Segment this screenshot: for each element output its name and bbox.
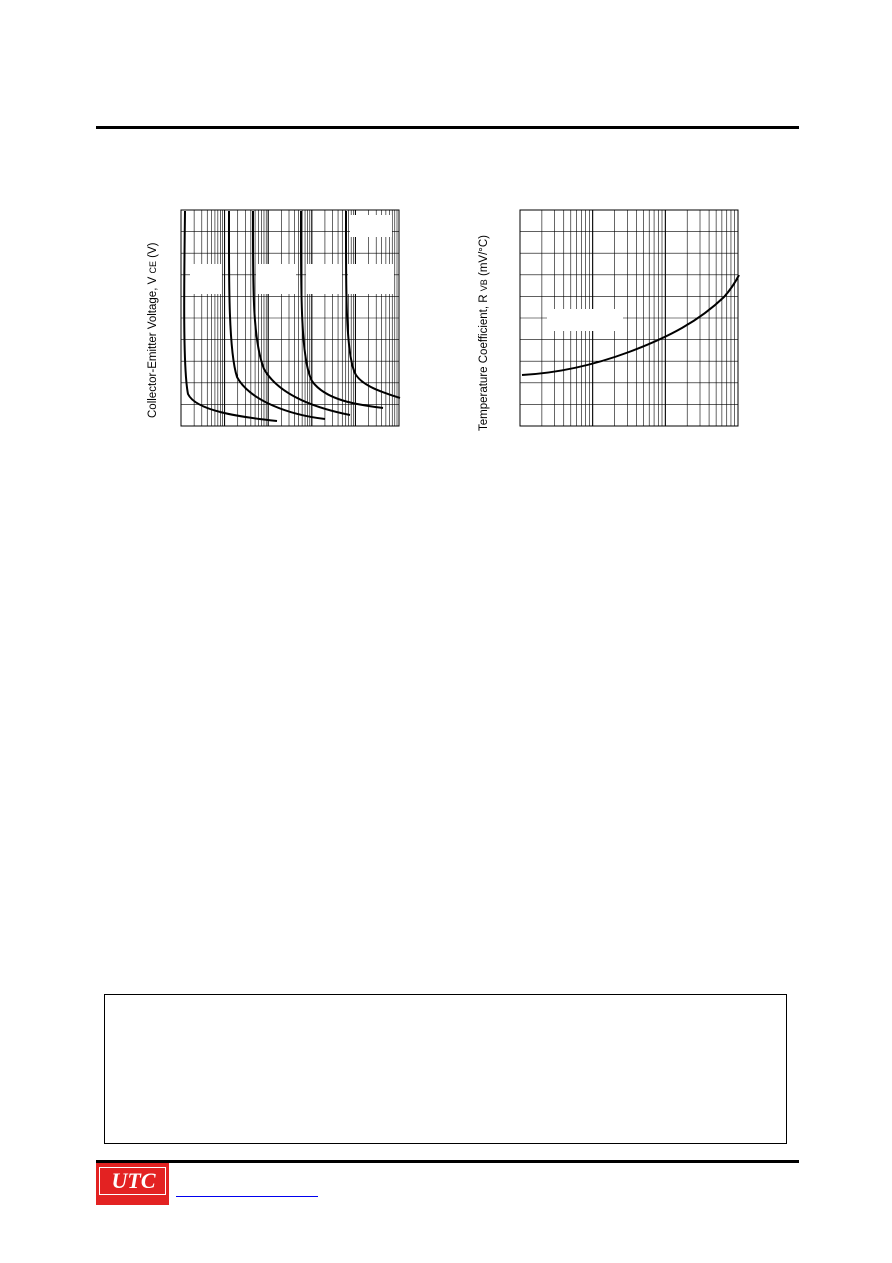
left-chart-label-patch [190,264,222,294]
left-chart [180,209,402,429]
footer-rule [96,1160,799,1163]
left-chart-label-patch [350,215,392,237]
left-curve-5 [346,211,400,398]
right-chart-label-patch [547,309,623,331]
left-chart-label-patch [256,264,296,294]
website-link-underline[interactable] [176,1196,318,1197]
left-curve-2 [229,211,325,419]
right-chart-ylabel: Temperature Coefficient, R VB (mV/°C) [478,234,490,431]
header-rule [96,126,799,129]
left-chart-label-patch [348,264,394,294]
right-chart [519,209,741,429]
left-chart-ylabel: Collector-Emitter Voltage, V CE (V) [147,242,159,418]
utc-logo: UTC [96,1163,169,1205]
left-chart-label-patch [306,264,342,294]
notice-box [104,994,787,1144]
